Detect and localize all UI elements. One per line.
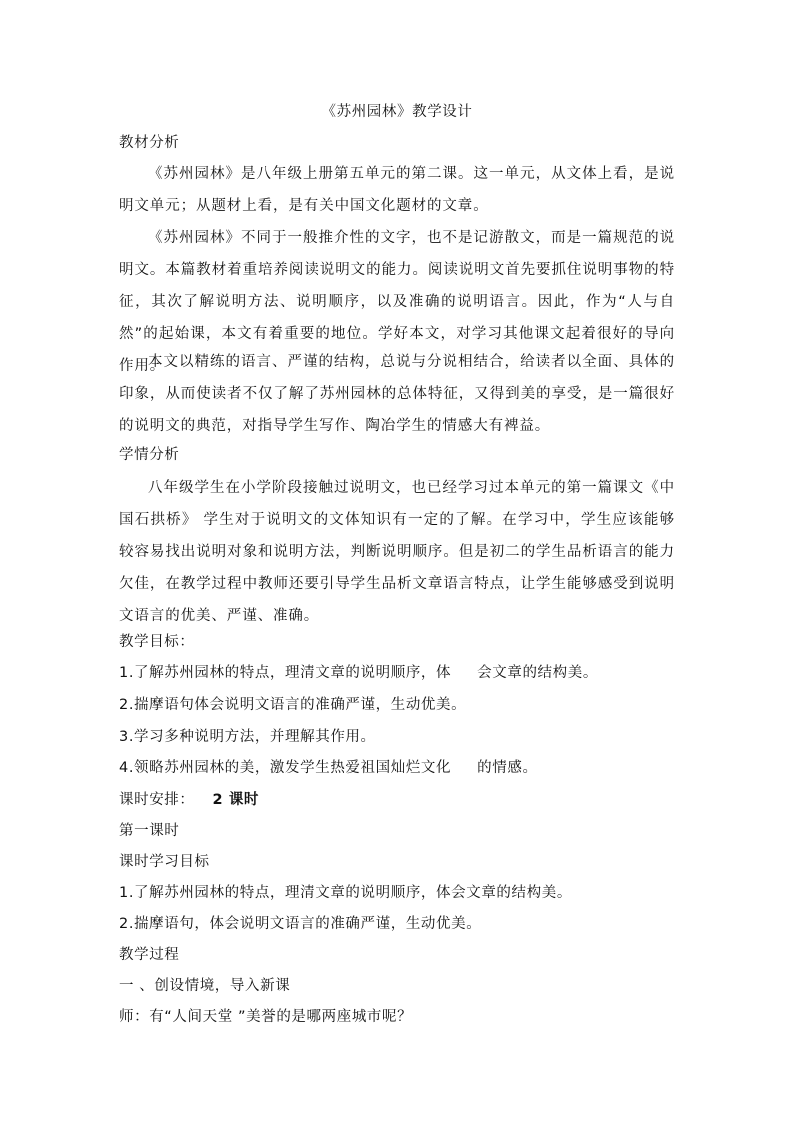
lesson-heading-first: 第一课时 <box>119 823 180 839</box>
schedule-line <box>119 790 259 810</box>
lesson-goal-1: 1.了解苏州园林的特点，理清文章的说明顺序，体会文章的结构美。 <box>119 885 572 901</box>
schedule-value: 2 课时 <box>212 792 260 808</box>
process-step-1: 一 、创设情境，导入新课 <box>119 978 291 994</box>
paragraph-textbook-3: 本文以精练的语言、严谨的结构，总说与分说相结合，给读者以全面、具体的印象，从而使读者不仅了解了苏州园林的总体特征，又得到美的享受，是一篇很好的说明文的典范，对指导学生写作、陶冶学生的情感大有裨益。 <box>119 354 675 434</box>
section-heading-textbook-analysis: 教材分析 <box>119 135 180 151</box>
paragraph-textbook-2: 《苏州园林》不同于一般推介性的文字，也不是记游散文，而是一篇规范的说明文。本篇教材着重培养阅读说明文的能力。阅读说明文首先要抓住说明事物的特征，其次了解说明方法、说明顺序，以及准确的说明语言。因此，作为“人与自然”的起始课，本文有着重要的地位。学好本文，对学习其他课文起着很好的导向作用。 <box>119 230 675 374</box>
goal-item-4: 4.领略苏州园林的美，激发学生热爱祖国灿烂文化 的情感。 <box>119 760 538 776</box>
lesson-goal-2: 2.揣摩语句，体会说明文语言的准确严谨，生动优美。 <box>119 916 482 932</box>
lesson-goals-heading: 课时学习目标 <box>119 854 210 870</box>
section-heading-teaching-goals: 教学目标： <box>119 634 195 650</box>
section-heading-student-analysis: 学情分析 <box>119 447 180 463</box>
paragraph-student-analysis: 八年级学生在小学阶段接触过说明文，也已经学习过本单元的第一篇课文《中国石拱桥》 学生对于说明文的文体知识有一定的了解。在学习中，学生应该能够较容易找出说明对象和说明方法，判断说明顺序。但是初二的学生品析语言的能力欠佳，在教学过程中教师还要引导学生品析文章语言特点，让学生能够感受到说明文语言的优美、严谨、准确。 <box>119 480 675 624</box>
teaching-process-heading: 教学过程 <box>119 947 180 963</box>
teacher-question: 师：有“人间天堂 ”美誉的是哪两座城市呢？ <box>119 1009 413 1025</box>
goal-item-2: 2.揣摩语句体会说明文语言的准确严谨，生动优美。 <box>119 697 467 713</box>
goal-item-3: 3.学习多种说明方法，并理解其作用。 <box>119 729 376 745</box>
paragraph-textbook-1: 《苏州园林》是八年级上册第五单元的第二课。这一单元，从文体上看，是说明文单元；从题材上看，是有关中国文化题材的文章。 <box>119 166 675 214</box>
schedule-label: 课时安排： <box>119 792 195 808</box>
document-title: 《苏州园林》教学设计 <box>321 104 473 120</box>
goal-item-1: 1.了解苏州园林的特点，理清文章的说明顺序，体 会文章的结构美。 <box>119 665 598 681</box>
